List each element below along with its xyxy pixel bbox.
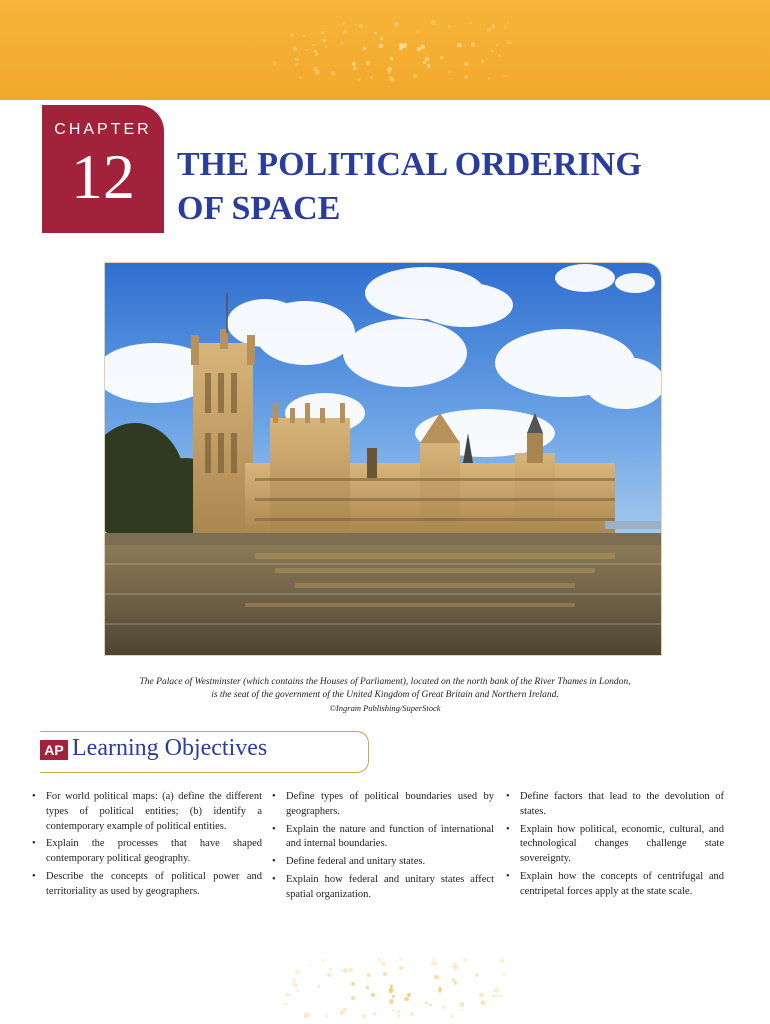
decorative-dot xyxy=(318,985,321,988)
decorative-dot xyxy=(397,1014,401,1018)
decorative-dot xyxy=(292,978,296,982)
list-item: • Explain the nature and function of international and internal boundaries. xyxy=(272,823,494,853)
objectives-column-3 xyxy=(506,790,724,903)
decorative-dot xyxy=(359,24,362,27)
decorative-dot xyxy=(438,987,442,991)
decorative-dot xyxy=(293,983,298,988)
decorative-dot xyxy=(471,42,476,47)
decorative-dot xyxy=(494,988,499,993)
decorative-dot xyxy=(448,71,450,73)
decorative-dot xyxy=(450,1014,454,1018)
decorative-dot xyxy=(331,71,335,75)
decorative-dots-bottom xyxy=(280,958,510,1016)
decorative-dot xyxy=(343,1008,346,1011)
decorative-dot xyxy=(504,26,507,29)
photo-caption xyxy=(80,676,690,715)
decorative-dot xyxy=(435,962,438,965)
learning-objectives-title: Learning Objectives xyxy=(72,735,268,761)
ap-badge: AP xyxy=(40,740,68,760)
decorative-dot xyxy=(389,999,394,1004)
decorative-dot xyxy=(425,57,429,61)
decorative-dot xyxy=(407,993,411,997)
decorative-dot xyxy=(371,993,375,997)
decorative-dot xyxy=(273,61,278,66)
decorative-dot xyxy=(296,989,298,991)
decorative-dots-top xyxy=(270,20,510,80)
palace-of-westminster-photo xyxy=(104,262,662,656)
decorative-dot xyxy=(380,37,383,40)
decorative-dot xyxy=(366,986,369,989)
decorative-dot xyxy=(421,45,426,50)
decorative-dot xyxy=(379,44,383,48)
decorative-dot xyxy=(464,75,468,79)
decorative-dot xyxy=(340,1011,343,1014)
list-item: • For world political maps: (a) define the different types of political entities; (b) identify a contemporary example of political entities. xyxy=(32,790,262,834)
decorative-dot xyxy=(496,44,498,46)
decorative-dot xyxy=(321,31,324,34)
decorative-dot xyxy=(322,39,326,43)
decorative-dot xyxy=(464,62,469,67)
decorative-dot xyxy=(388,71,391,74)
decorative-dot xyxy=(392,995,395,998)
decorative-dot xyxy=(329,968,332,971)
decorative-dot xyxy=(487,28,490,31)
decorative-dot xyxy=(507,22,509,24)
decorative-dot xyxy=(503,75,506,78)
decorative-dot xyxy=(399,958,402,961)
decorative-dot xyxy=(383,972,388,977)
decorative-dot xyxy=(382,962,386,966)
decorative-dot xyxy=(321,959,324,962)
list-item: • Define types of political boundaries used by geographers. xyxy=(272,790,494,820)
decorative-dot xyxy=(463,958,467,962)
decorative-dot xyxy=(394,22,399,27)
decorative-dot xyxy=(434,975,439,980)
decorative-dot xyxy=(285,993,290,998)
decorative-dot xyxy=(351,982,355,986)
decorative-dot xyxy=(448,25,451,28)
chapter-title-line1: THE POLITICAL ORDERING xyxy=(177,146,642,183)
decorative-dot xyxy=(392,1009,394,1011)
decorative-dot xyxy=(341,42,343,44)
decorative-dot xyxy=(307,1013,311,1017)
photo-illustration xyxy=(105,263,661,655)
decorative-dot xyxy=(432,959,435,962)
decorative-dot xyxy=(500,959,505,964)
decorative-dot xyxy=(475,973,479,977)
decorative-dot xyxy=(295,969,300,974)
decorative-dot xyxy=(313,67,317,71)
caption-line1: The Palace of Westminster (which contains the Houses of Parliament), located on the north bank of the River Thames in London, xyxy=(139,677,631,687)
chapter-number: 12 xyxy=(71,141,135,212)
decorative-dot xyxy=(389,988,393,992)
decorative-dot xyxy=(315,53,318,56)
chapter-badge xyxy=(42,105,164,233)
decorative-dot xyxy=(416,31,418,33)
list-item: • Describe the concepts of political power and territoriality as used by geographers. xyxy=(32,870,262,900)
decorative-dot xyxy=(492,994,496,998)
decorative-dot xyxy=(355,24,357,26)
list-item: • Explain how the concepts of centrifugal and centripetal forces apply at the state scale. xyxy=(506,870,724,900)
decorative-dot xyxy=(469,22,471,24)
decorative-dot xyxy=(363,47,366,50)
decorative-dot xyxy=(442,1006,446,1010)
decorative-dot xyxy=(373,1012,376,1015)
decorative-dot xyxy=(353,67,357,71)
decorative-dot xyxy=(479,993,484,998)
decorative-dot xyxy=(390,57,393,60)
decorative-dot xyxy=(352,62,356,66)
decorative-dot xyxy=(491,24,496,29)
decorative-dot xyxy=(496,995,498,997)
decorative-dot xyxy=(503,973,506,976)
decorative-dot xyxy=(367,973,370,976)
decorative-dot xyxy=(460,1009,462,1011)
decorative-dot xyxy=(499,994,502,997)
decorative-dot xyxy=(457,43,461,47)
decorative-dot xyxy=(293,47,297,51)
decorative-dot xyxy=(425,1002,427,1004)
chapter-label: CHAPTER xyxy=(54,121,152,138)
decorative-dot xyxy=(303,35,305,37)
decorative-dot xyxy=(327,973,332,978)
decorative-dot xyxy=(290,33,294,37)
decorative-dot xyxy=(295,63,298,66)
decorative-dot xyxy=(342,22,345,25)
decorative-dot xyxy=(308,965,310,967)
decorative-dot xyxy=(440,56,443,59)
decorative-dot xyxy=(325,46,327,48)
decorative-dot xyxy=(306,49,308,51)
decorative-dot xyxy=(429,1004,432,1007)
list-item: • Explain the processes that have shaped contemporary political geography. xyxy=(32,837,262,867)
chapter-title xyxy=(177,143,737,231)
decorative-dot xyxy=(404,997,408,1001)
caption-line2: is the seat of the government of the United Kingdom of Great Britain and Northern Ireland. xyxy=(211,690,559,700)
decorative-dot xyxy=(454,981,457,984)
decorative-dot xyxy=(325,1015,328,1018)
list-item: • Define federal and unitary states. xyxy=(272,855,494,870)
decorative-dot xyxy=(399,966,403,970)
decorative-dot xyxy=(295,58,299,62)
decorative-dot xyxy=(498,54,500,56)
decorative-dot xyxy=(397,1010,400,1013)
decorative-dot xyxy=(460,1002,465,1007)
decorative-dot xyxy=(374,32,376,34)
decorative-dot xyxy=(351,996,355,1000)
decorative-dot xyxy=(410,1012,414,1016)
decorative-dot xyxy=(343,968,348,973)
list-item: • Explain how federal and unitary states affect spatial organization. xyxy=(272,873,494,903)
top-color-band xyxy=(0,0,770,100)
decorative-dot xyxy=(506,40,509,43)
list-item: • Explain how political, economic, cultural, and technological changes challenge state sovereignty. xyxy=(506,823,724,867)
decorative-dot xyxy=(427,64,430,67)
list-item: • Define factors that lead to the devolution of states. xyxy=(506,790,724,820)
decorative-dot xyxy=(423,61,426,64)
decorative-dot xyxy=(284,1002,288,1006)
decorative-dot xyxy=(453,965,458,970)
decorative-dot xyxy=(402,43,407,48)
photo-credit: ©Ingram Publishing/SuperStock xyxy=(329,703,441,713)
decorative-dot xyxy=(431,20,435,24)
decorative-dot xyxy=(349,968,353,972)
decorative-dot xyxy=(491,50,493,52)
decorative-dot xyxy=(413,74,417,78)
decorative-dot xyxy=(377,958,382,963)
decorative-dot xyxy=(299,76,302,79)
decorative-dot xyxy=(488,77,491,80)
decorative-dot xyxy=(358,78,361,81)
decorative-dot xyxy=(312,44,314,46)
decorative-dot xyxy=(370,76,373,79)
decorative-dot xyxy=(366,61,370,65)
chapter-title-line2: OF SPACE xyxy=(177,190,341,227)
objectives-column-1 xyxy=(32,790,262,903)
objectives-column-2 xyxy=(272,790,494,906)
decorative-dot xyxy=(362,1014,367,1019)
decorative-dot xyxy=(481,60,484,63)
